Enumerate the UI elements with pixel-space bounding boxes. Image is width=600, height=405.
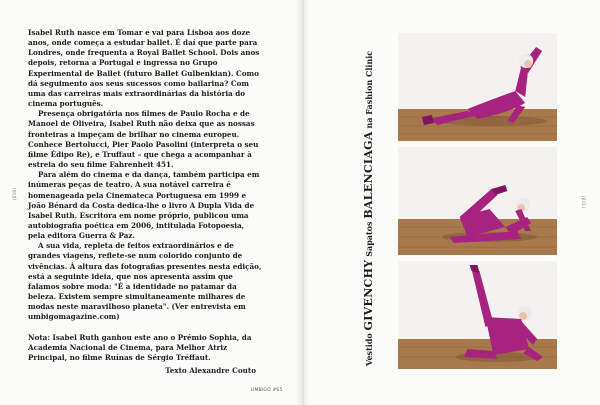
article-paragraph-3: Para além do cinema e da dança, também participa em inúmeras peças de teatro. A sua notável carreira é homenageada pela Cinemateca Portuguesa em 1999 e João Bénard da Costa dedica-lhe o livro A Dupla Vida de Isabel Ruth. Escritora em nome próprio, publicou uma autobiografia poética em 2006, intitulada Fotopoesia, pela editora Guerra & Paz. xyxy=(28,170,260,241)
caption-suffix: na Fashion Clinic xyxy=(364,50,374,129)
article-paragraph-1: Isabel Ruth nasce em Tomar e vai para Lisboa aos doze anos, onde começa a estudar ballet. É daí que parte para Londres, onde frequenta a Royal Ballet School. Dois anos depois, retorna a Portugal e ingressa no Grupo Experimental de Ballet (futuro Ballet Gulbenkian). Como dá seguimento aos seus sucessos como bailarina? Com uma das carreiras mais extraordinárias da história do cinema português. xyxy=(28,28,260,109)
page-footer: UMBIGO #65 xyxy=(251,388,283,393)
article-body xyxy=(28,28,262,363)
caption-brand-givenchy: GIVENCHY xyxy=(362,259,375,331)
photo-leg-extension-pose xyxy=(398,261,557,369)
fashion-credit-caption xyxy=(362,46,375,366)
photo-side-lying-pose xyxy=(398,33,557,141)
page-gutter xyxy=(296,0,310,405)
article-paragraph-4: A sua vida, repleta de feitos extraordinários e de grandes viagens, reflete-se num colorido conjunto de vivências. À altura das fotografias presentes nesta edição, está a seguinte ideia, que nos apresenta assim que falamos sobre moda: "É a identidade no patamar da beleza. Existem sempre simultaneamente milhares de modas neste maravilhoso planeta". (Ver entrevista em umbigomagazine.com) xyxy=(28,241,262,322)
folio-right: (011) xyxy=(581,196,586,209)
photo-reclining-pose xyxy=(398,147,557,255)
article-paragraph-2: Presença obrigatória nos filmes de Paulo Rocha e de Manoel de Oliveira, Isabel Ruth não deixa que as nossas fronteiras a impeçam de brilhar no cinema europeu. Conhece Bertolucci, Pier Paolo Pasolini (interpreta o seu filme Édipo Re), e Truffaut – que chega a acompanhar à estreia do seu filme Fahrenheit 451. xyxy=(28,109,259,170)
folio-left: (010) xyxy=(12,187,17,200)
caption-brand-balenciaga: BALENCIAGA xyxy=(362,131,375,219)
caption-middle: Sapatos xyxy=(364,221,374,257)
article-note: Nota: Isabel Ruth ganhou este ano o Prémio Sophia, da Academia Nacional de Cinema, para Melhor Atriz Principal, no filme Ruínas de Sérgio Tréffaut. xyxy=(28,332,252,362)
caption-prefix: Vestido xyxy=(364,333,374,366)
text-credit: Texto Alexandre Couto xyxy=(165,366,256,375)
